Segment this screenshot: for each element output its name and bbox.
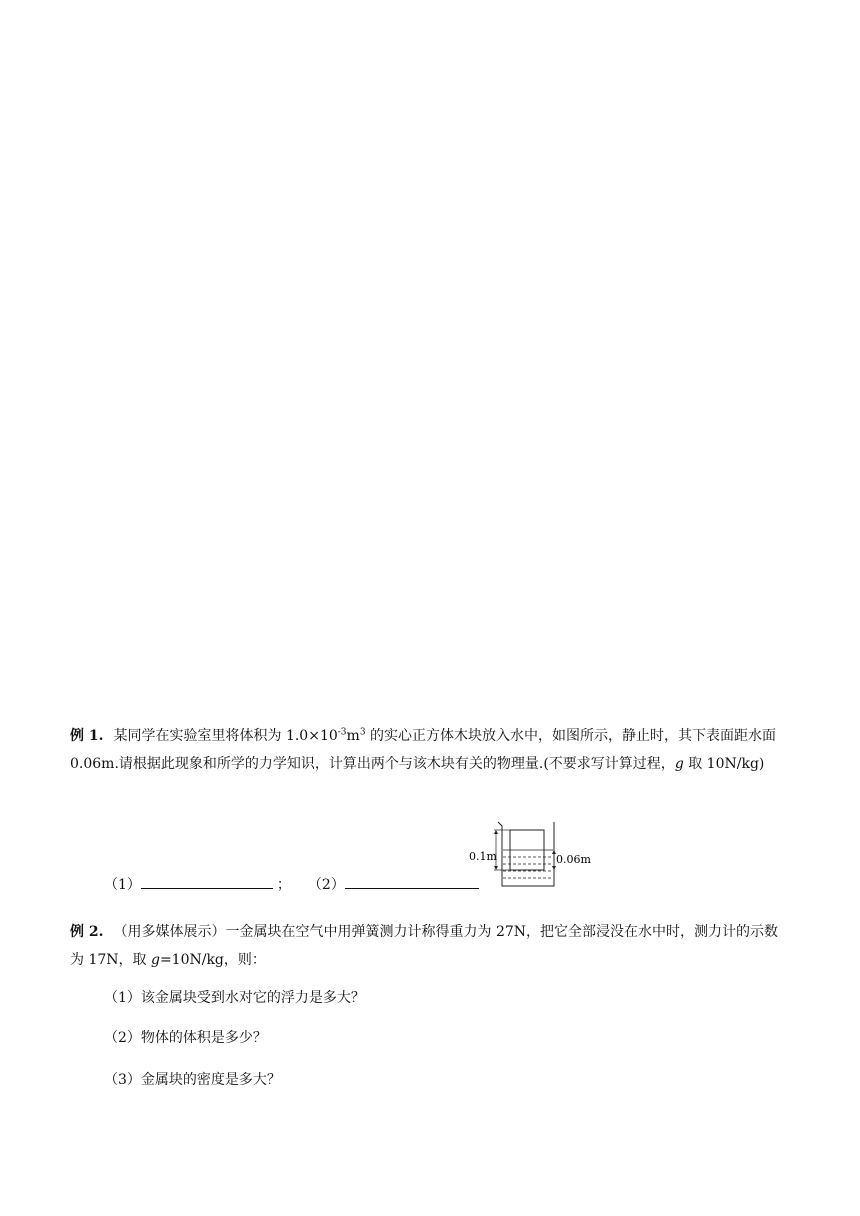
example1-label: 例 1. (70, 728, 104, 744)
answer1-blank[interactable] (141, 874, 273, 889)
example1-text-d: 取 10N/kg) (683, 756, 765, 772)
example1-g-symbol: g (674, 756, 684, 772)
beaker-figure (466, 818, 596, 890)
beaker-outline (498, 822, 554, 886)
example1-text-c: 的实心正方体木块放入水中，如图所示，静止时，其下表面距水面 0.06m.请根据此现象和所学的力学知识，计算出两个与该木块有关的物理量.(不要求写计算过程， (70, 728, 777, 772)
question-3: （3）金属块的密度是多大？ (104, 1072, 281, 1088)
answer-separator: ； (276, 877, 291, 893)
example1-text-b: m (346, 728, 360, 744)
answer1-label: （1） (104, 877, 141, 893)
answer2-label: （2） (314, 877, 345, 893)
label-cube-height: 0.1m (469, 850, 497, 863)
question-2: （2）物体的体积是多少？ (104, 1030, 267, 1046)
example2-text-a: （用多媒体展示）一金属块在空气中用弹簧测力计称得重力为 27N，把它全部浸没在水中时，测力计的示数为 17N，取 (70, 924, 779, 968)
example2-paragraph (70, 918, 790, 974)
example1-paragraph (70, 722, 790, 778)
example1-answers (104, 874, 479, 895)
example1-text-a: 某同学在实验室里将体积为 1.0×10 (113, 728, 338, 744)
example1-unit-exponent: 3 (359, 727, 366, 738)
question-1: （1）该金属块受到水对它的浮力是多大？ (104, 990, 365, 1006)
answer2-blank[interactable] (345, 874, 479, 889)
example2-text-b: =10N/kg，则： (159, 952, 266, 968)
example2-g-symbol: g (150, 952, 160, 968)
example2-label: 例 2. (70, 924, 104, 940)
label-depth: 0.06m (556, 853, 591, 866)
example1-exponent: -3 (337, 727, 347, 738)
